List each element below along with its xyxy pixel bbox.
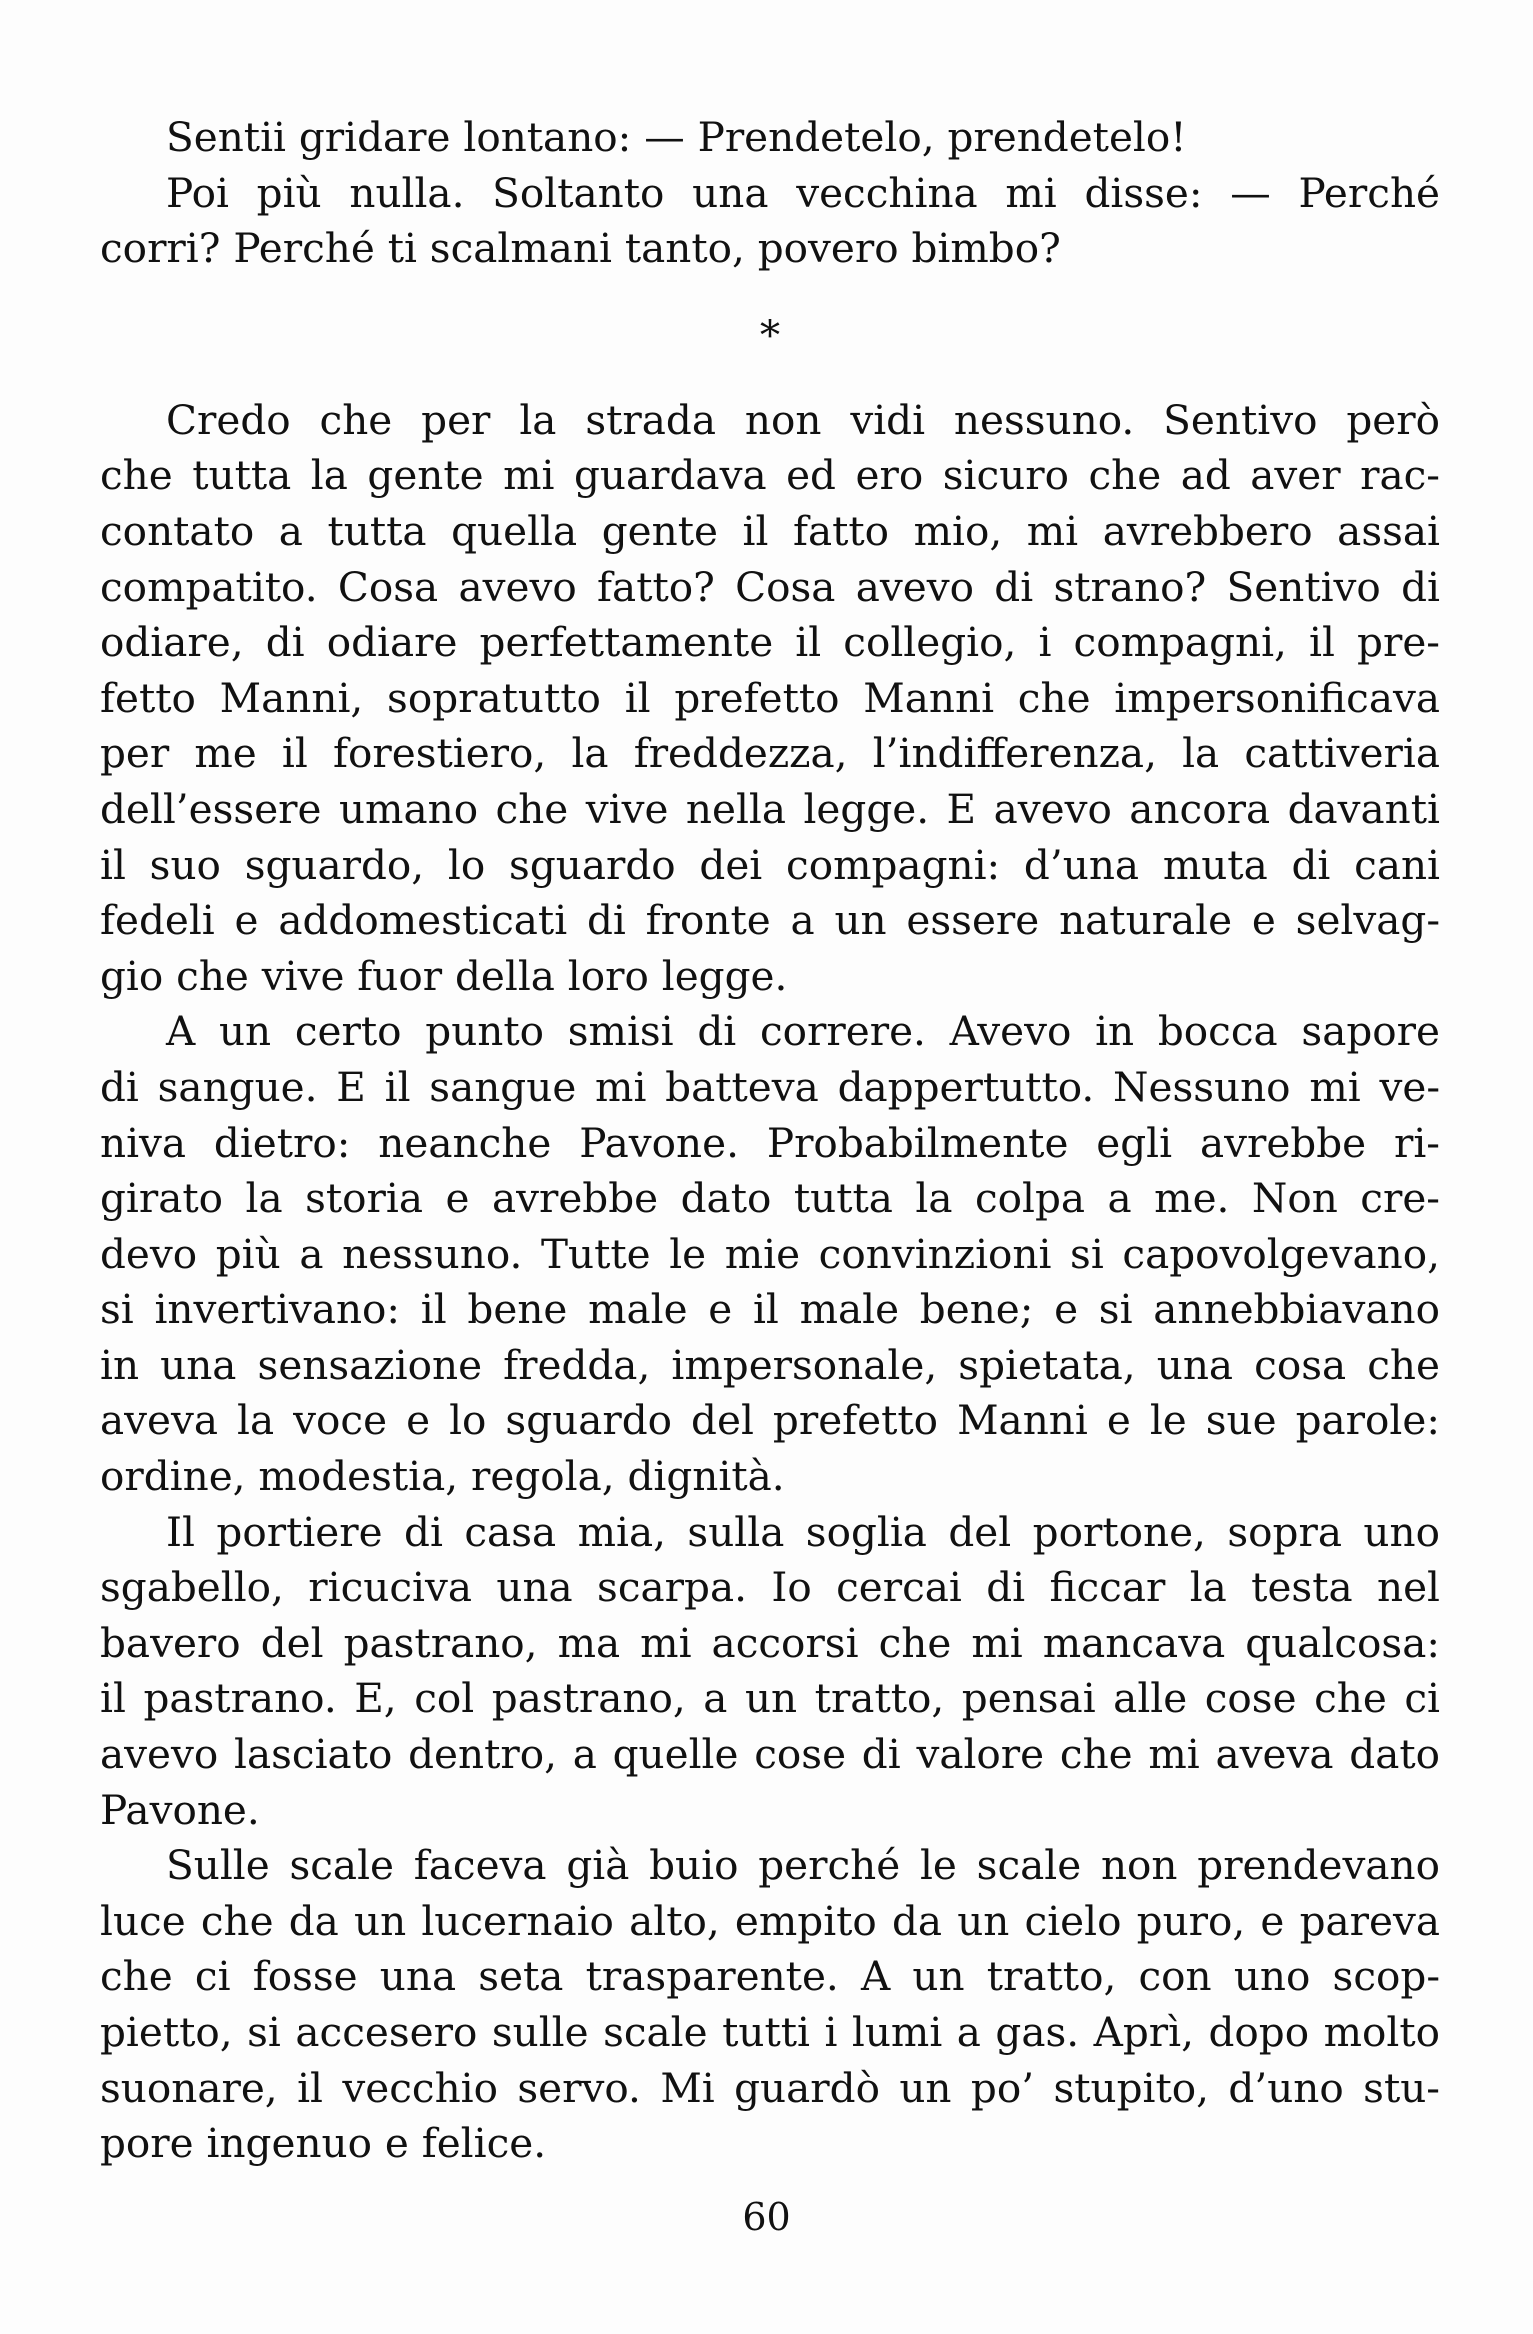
text-line: A un certo punto smisi di correre. Avevo in bocca sapore xyxy=(166,1007,1440,1056)
paragraph xyxy=(100,166,1440,277)
text-line: aveva la voce e lo sguardo del prefetto Manni e le sue parole: xyxy=(100,1396,1440,1445)
text-line: compatito. Cosa avevo fatto? Cosa avevo di strano? Sentivo di xyxy=(100,562,1440,611)
text-line: corri? Perché ti scalmani tanto, povero bimbo? xyxy=(100,224,1061,273)
paragraph xyxy=(100,1838,1440,2172)
text-line: in una sensazione fredda, impersonale, spietata, una cosa che xyxy=(100,1340,1440,1389)
text-line: il pastrano. E, col pastrano, a un tratto, pensai alle cose che ci xyxy=(100,1674,1440,1723)
text-line: suonare, il vecchio servo. Mi guardò un po’ stupito, d’uno stu- xyxy=(100,2063,1440,2112)
separator-gap xyxy=(100,365,1440,393)
text-line: fedeli e addomesticati di fronte a un essere naturale e selvag- xyxy=(100,896,1440,945)
text-line: sgabello, ricuciva una scarpa. Io cercai di ficcar la testa nel xyxy=(100,1563,1440,1612)
page-number: 60 xyxy=(742,2195,791,2239)
text-line: che tutta la gente mi guardava ed ero sicuro che ad aver rac- xyxy=(100,451,1440,500)
body-text xyxy=(100,110,1440,2172)
text-line: odiare, di odiare perfettamente il collegio, i compagni, il pre- xyxy=(100,618,1440,667)
section-separator: * xyxy=(759,310,781,359)
text-line: Sulle scale faceva già buio perché le scale non prendevano xyxy=(166,1841,1440,1890)
text-line: Poi più nulla. Soltanto una vecchina mi disse: — Perché xyxy=(166,168,1440,217)
separator-gap xyxy=(100,277,1440,305)
text-line: il suo sguardo, lo sguardo dei compagni: d’una muta di cani xyxy=(100,840,1440,889)
text-line: gio che vive fuor della loro legge. xyxy=(100,951,788,1000)
text-line: avevo lasciato dentro, a quelle cose di valore che mi aveva dato xyxy=(100,1730,1440,1779)
text-line: bavero del pastrano, ma mi accorsi che mi mancava qualcosa: xyxy=(100,1618,1440,1667)
text-line: contato a tutta quella gente il fatto mio, mi avrebbero assai xyxy=(100,506,1440,555)
text-line: dell’essere umano che vive nella legge. E avevo ancora davanti xyxy=(100,784,1440,833)
paragraph xyxy=(100,110,1440,166)
text-line: ordine, modestia, regola, dignità. xyxy=(100,1452,785,1501)
text-line: fetto Manni, sopratutto il prefetto Manni che impersonificava xyxy=(100,673,1440,722)
text-line: girato la storia e avrebbe dato tutta la colpa a me. Non cre- xyxy=(100,1174,1440,1223)
text-line: Pavone. xyxy=(100,1785,260,1834)
text-line: Sentii gridare lontano: — Prendetelo, prendetelo! xyxy=(166,113,1187,161)
text-line: niva dietro: neanche Pavone. Probabilmente egli avrebbe ri- xyxy=(100,1118,1440,1167)
text-line: per me il forestiero, la freddezza, l’indifferenza, la cattiveria xyxy=(100,729,1440,778)
text-line: che ci fosse una seta trasparente. A un tratto, con uno scop- xyxy=(100,1952,1440,2001)
text-line: di sangue. E il sangue mi batteva dappertutto. Nessuno mi ve- xyxy=(100,1062,1440,1111)
text-line: luce che da un lucernaio alto, empito da un cielo puro, e pareva xyxy=(100,1896,1440,1945)
paragraph xyxy=(100,1004,1440,1504)
text-line: pore ingenuo e felice. xyxy=(100,2119,547,2168)
paragraph xyxy=(100,393,1440,1005)
text-line: si invertivano: il bene male e il male bene; e si annebbiavano xyxy=(100,1285,1440,1334)
paragraph xyxy=(100,1505,1440,1839)
text-line: pietto, si accesero sulle scale tutti i lumi a gas. Aprì, dopo molto xyxy=(100,2008,1440,2056)
text-line: Credo che per la strada non vidi nessuno. Sentivo però xyxy=(166,395,1440,444)
text-line: devo più a nessuno. Tutte le mie convinzioni si capovolgevano, xyxy=(100,1229,1440,1278)
text-line: Il portiere di casa mia, sulla soglia del portone, sopra uno xyxy=(166,1507,1440,1556)
